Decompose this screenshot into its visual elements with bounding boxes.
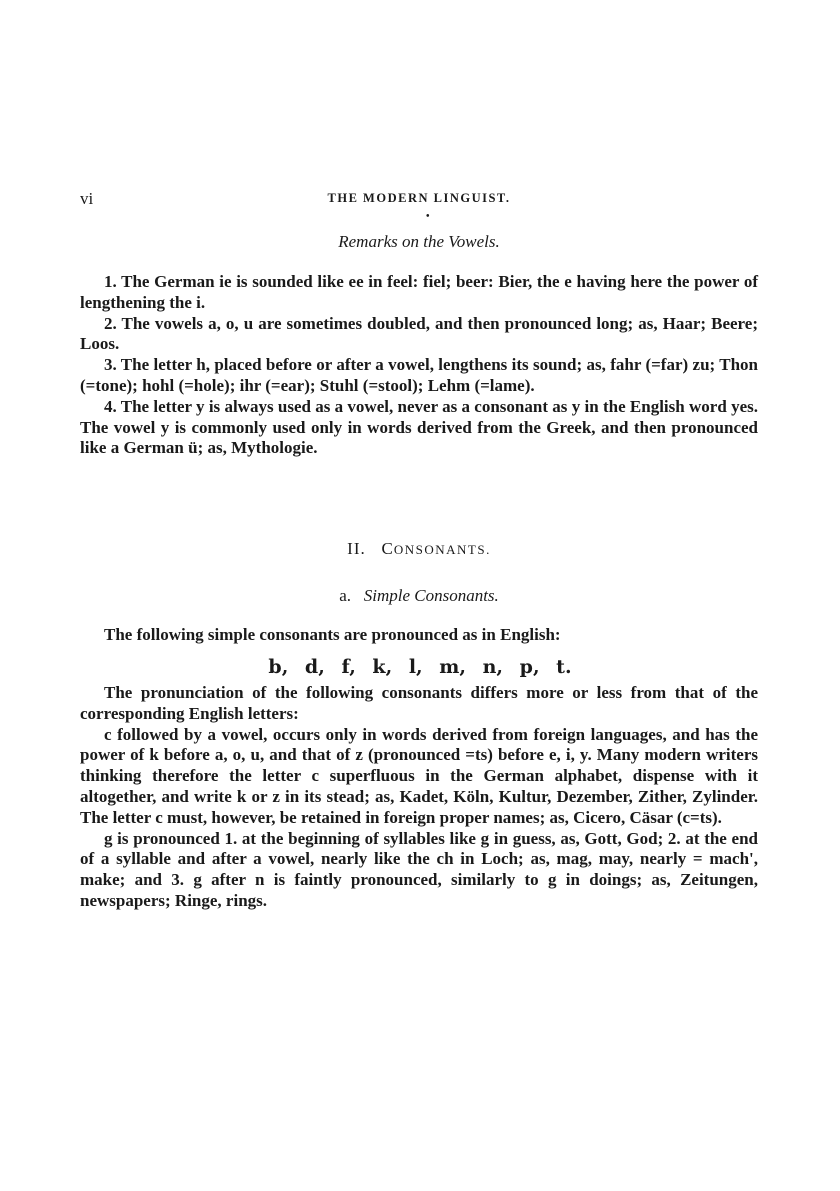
vowels-heading: Remarks on the Vowels.: [338, 232, 500, 251]
subheading-text: Simple Consonants.: [363, 586, 499, 605]
consonant-rules: [80, 683, 758, 912]
simple-consonant-letters: b, d, f, k, l, m, n, p, t.: [268, 656, 572, 678]
printer-mark: •: [426, 211, 430, 222]
g-rule-paragraph: g is pronounced 1. at the beginning of syllables like g in guess, as, Gott, God; 2. at the end of a syllable and after a vowel, nearly like the ch in Loch; as, mag, may, nearly = mach', make; and 3. g after n is faintly pronounced, similarly to g in doings; as, Zeitungen, newspapers; Ringe, rings.: [80, 828, 758, 910]
section-number: II.: [347, 539, 366, 558]
consonants-section-heading: [80, 539, 758, 559]
section-title-initial: C: [381, 539, 394, 558]
differs-paragraph: The pronunciation of the following consonants differs more or less from that of the corresponding English letters:: [80, 683, 758, 723]
vowel-remark-4: 4. The letter y is always used as a vowel, never as a consonant as y in the English word yes. The vowel y is commonly used only in words derived from the Greek, and then pronounced like a German ü; as, Mythologie.: [80, 396, 758, 458]
vowel-remark-2: 2. The vowels a, o, u are sometimes doubled, and then pronounced long; as, Haar; Beere; Loos.: [80, 313, 758, 354]
vowel-remark-3: 3. The letter h, placed before or after a vowel, lengthens its sound; as, fahr (=far) zu; Thon (=tone); hohl (=hole); ihr (=ear); Stuhl (=stool); Lehm (=lame).: [80, 355, 758, 395]
consonants-intro: [80, 625, 758, 646]
simple-consonants-heading: [80, 586, 758, 606]
vowel-remark-1: 1. The German ie is sounded like ee in feel: fiel; beer: Bier, the e having here the power of lengthening the i.: [80, 272, 758, 312]
c-rule-paragraph: c followed by a vowel, occurs only in words derived from foreign languages, and has the power of k before a, o, u, and that of z (pronounced =ts) before e, i, y. Many modern writers thinking therefore the letter c superfluous in the German alphabet, dispense with it altogether, and write k or z in its stead; as, Kadet, Köln, Kultur, Dezember, Zither, Zylinder. The letter c must, however, be retained in foreign proper names; as, Cicero, Cäsar (c=ts).: [80, 724, 758, 827]
page-number: vi: [80, 189, 94, 208]
vowels-remarks: [80, 272, 758, 459]
intro-text: The following simple consonants are pronounced as in English:: [104, 625, 561, 644]
running-header: [80, 189, 758, 222]
subheading-letter: a.: [339, 586, 351, 605]
running-title: THE MODERN LINGUIST.: [327, 191, 511, 205]
section-title-rest: ONSONANTS.: [393, 542, 491, 557]
